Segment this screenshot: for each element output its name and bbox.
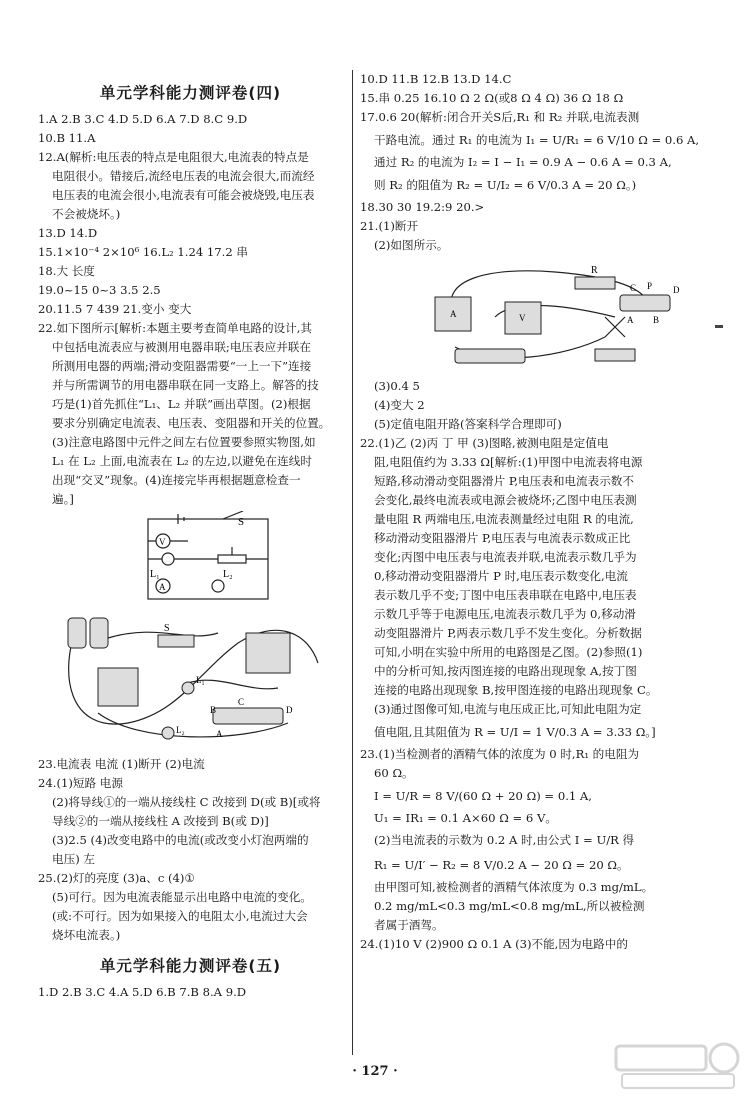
answer-line: (3)2.5 (4)改变电路中的电流(或改变小灯泡两端的 xyxy=(52,833,309,847)
circuit-diagram xyxy=(38,511,338,611)
answer-line: L₁ 在 L₂ 上面,电流表在 L₂ 的左边,以避免在连线时 xyxy=(52,454,312,468)
answer-line: 18.大 长度 xyxy=(38,264,95,278)
answer-line: 21.(1)断开 xyxy=(360,219,419,233)
answer-line: 移动滑动变阻器滑片 P,电压表与电流表示数成正比 xyxy=(374,531,631,545)
label-lamp-l1: L₁ xyxy=(150,569,160,580)
answer-line: 巧是(1)首先抓住“L₁、L₂ 并联”画出草图。(2)根据 xyxy=(52,397,311,411)
answer-line: 不会被烧坏。) xyxy=(52,207,121,221)
answer-line: 17.0.6 20(解析:闭合开关S后,R₁ 和 R₂ 并联,电流表测 xyxy=(360,110,640,124)
answer-line: 者属于酒驾。 xyxy=(374,918,444,932)
label-ammeter-a: A xyxy=(159,582,166,592)
answer-line: 示数几乎等于电源电压,电流表示数几乎为 0,移动滑 xyxy=(374,607,636,621)
label-terminal-c2: C xyxy=(630,283,637,293)
label-lamp-l2: L₂ xyxy=(223,569,233,580)
label-voltmeter-v: V xyxy=(159,537,166,547)
answer-line: (3)0.4 5 xyxy=(374,379,420,393)
right-column xyxy=(360,70,710,954)
experiment-circuit-drawing xyxy=(415,257,695,375)
section-title-unit-4: 单元学科能力测评卷(四) xyxy=(99,84,282,102)
label-voltmeter-v2: V xyxy=(519,313,526,323)
answer-line: 1.D 2.B 3.C 4.A 5.D 6.B 7.B 8.A 9.D xyxy=(38,985,247,999)
answer-line: 并与所需调节的用电器串联在同一支路上。解答的技 xyxy=(52,378,319,392)
answer-line: 短路,移动滑动变阻器滑片 P,电压表和电流表示数不 xyxy=(374,474,634,488)
answer-line: 20.11.5 7 439 21.变小 变大 xyxy=(38,302,192,316)
label-terminal-c: C xyxy=(238,697,245,707)
answer-line: 60 Ω。 xyxy=(374,766,414,780)
answer-line: 值电阻,且其阻值为 R = U/I = 1 V/0.3 A = 3.33 Ω。] xyxy=(374,725,656,739)
page-number: · 127 · xyxy=(352,1064,398,1079)
answer-line: (4)变大 2 xyxy=(374,398,425,412)
answer-line: 电压) 左 xyxy=(52,852,95,866)
answer-line: 24.(1)短路 电源 xyxy=(38,776,123,790)
answer-line: 量电阻 R 两端电压,电流表测量经过电阻 R 的电流, xyxy=(374,512,634,526)
answer-line: 18.30 30 19.2:9 20.> xyxy=(360,200,485,214)
answer-line: 会变化,最终电流表或电源会被烧坏;乙图中电压表测 xyxy=(374,493,637,507)
label-terminal-a: A xyxy=(216,729,223,739)
answer-line: 25.(2)灯的亮度 (3)a、c (4)① xyxy=(38,871,195,885)
answer-line: (2)将导线①的一端从接线柱 C 改接到 D(或 B)[或将 xyxy=(52,795,321,809)
label-resistor-r: R xyxy=(591,265,598,276)
margin-mark xyxy=(715,325,723,328)
watermark-logo xyxy=(612,1040,742,1092)
answer-line: (3)通过图像可知,电流与电压成正比,可知此电阻为定 xyxy=(374,702,642,716)
answer-line: 可知,小明在实验中所用的电路图是乙图。(2)参照(1) xyxy=(374,645,643,659)
answer-line: 则 R₂ 的阻值为 R₂ = U/I₂ = 6 V/0.3 A = 20 Ω。) xyxy=(374,178,637,192)
answer-line: 通过 R₂ 的电流为 I₂ = I − I₁ = 0.9 A − 0.6 A = 0.3 A, xyxy=(374,155,672,169)
answer-line: (5)可行。因为电流表能显示出电路中电流的变化。 xyxy=(52,890,312,904)
answer-line: 由甲图可知,被检测者的酒精气体浓度为 0.3 mg/mL。 xyxy=(374,880,654,894)
answer-line: 遍。] xyxy=(52,492,74,506)
answer-line: 1.A 2.B 3.C 4.D 5.D 6.A 7.D 8.C 9.D xyxy=(38,112,248,126)
answer-line: 阻,电阻值约为 3.33 Ω[解析:(1)甲图中电流表将电源 xyxy=(374,455,643,469)
answer-line: 0.2 mg/mL<0.3 mg/mL<0.8 mg/mL,所以被检测 xyxy=(374,899,645,913)
label-switch-s: S xyxy=(238,516,245,528)
answer-line: U₁ = IR₁ = 0.1 A×60 Ω = 6 V。 xyxy=(374,811,557,825)
label-lamp-l1-2: L₁ xyxy=(196,675,205,685)
answer-line: 22.如下图所示[解析:本题主要考查简单电路的设计,其 xyxy=(38,321,313,335)
answer-line: (2)当电流表的示数为 0.2 A 时,由公式 I = U/R 得 xyxy=(374,833,635,847)
label-terminal-b: B xyxy=(210,705,217,715)
column-divider xyxy=(352,70,353,1055)
label-terminal-d2: D xyxy=(673,285,680,295)
answer-line: 连接的电路出现现象 B,按甲图连接的电路出现现象 C。 xyxy=(374,683,658,697)
label-switch-s2: S xyxy=(164,623,170,634)
answer-line: 出现“交叉”现象。(4)连接完毕再根据题意检查一 xyxy=(52,473,301,487)
answer-line: 中包括电流表应与被测用电器串联;电压表应并联在 xyxy=(52,340,311,354)
label-terminal-a2: A xyxy=(627,315,634,325)
answer-line: 10.D 11.B 12.B 13.D 14.C xyxy=(360,72,512,86)
answer-line: (或:不可行。因为如果接入的电阻太小,电流过大会 xyxy=(52,909,308,923)
answer-line: 所测用电器的两端;滑动变阻器需要“一上一下”连接 xyxy=(52,359,312,373)
answer-line: 要求分别确定电流表、电压表、变阻器和开关的位置。 xyxy=(52,416,331,430)
answer-line: 13.D 14.D xyxy=(38,226,98,240)
label-slider-p: P xyxy=(647,281,653,291)
answer-line: 干路电流。通过 R₁ 的电流为 I₁ = U/R₁ = 6 V/10 Ω = 0.6 A, xyxy=(374,133,700,147)
answer-line: 中的分析可知,按丙图连接的电路出现现象 A,按丁图 xyxy=(374,664,637,678)
label-lamp-l2-2: L₂ xyxy=(176,725,185,735)
answer-line: 电压表的电流会很小,电流表有可能会被烧毁,电压表 xyxy=(52,188,315,202)
answer-line: 12.A(解析:电压表的特点是电阻很大,电流表的特点是 xyxy=(38,150,309,164)
answer-line: 23.(1)当检测者的酒精气体的浓度为 0 时,R₁ 的电阻为 xyxy=(360,747,640,761)
answer-line: 烧坏电流表。) xyxy=(52,928,121,942)
answer-line: (5)定值电阻开路(答案科学合理即可) xyxy=(374,417,562,431)
answer-line: 24.(1)10 V (2)900 Ω 0.1 A (3)不能,因为电路中的 xyxy=(360,937,628,951)
answer-line: 导线②的一端从接线柱 A 改接到 B(或 D)] xyxy=(52,814,269,828)
answer-line: (3)注意电路图中元件之间左右位置要参照实物图,如 xyxy=(52,435,316,449)
answer-line: 动变阻器滑片 P,两表示数几乎不发生变化。分析数据 xyxy=(374,626,642,640)
answer-line: R₁ = U/I′ − R₂ = 8 V/0.2 A − 20 Ω = 20 Ω。 xyxy=(374,858,629,872)
label-terminal-b2: B xyxy=(653,315,660,325)
answer-line: 23.电流表 电流 (1)断开 (2)电流 xyxy=(38,757,205,771)
answer-line: 15.串 0.25 16.10 Ω 2 Ω(或8 Ω 4 Ω) 36 Ω 18 Ω xyxy=(360,91,624,105)
answer-line: 变化;丙图中电压表与电流表并联,电流表示数几乎为 xyxy=(374,550,637,564)
answer-line: 15.1×10⁻⁴ 2×10⁶ 16.L₂ 1.24 17.2 串 xyxy=(38,245,248,259)
label-ammeter-a2: A xyxy=(450,309,457,319)
answer-line: 19.0~15 0~3 3.5 2.5 xyxy=(38,283,161,297)
label-terminal-d: D xyxy=(286,705,293,715)
answer-line: 0,移动滑动变阻器滑片 P 时,电压表示数变化,电流 xyxy=(374,569,628,583)
answer-line: 22.(1)乙 (2)丙 丁 甲 (3)图略,被测电阻是定值电 xyxy=(360,436,609,450)
section-title-unit-5: 单元学科能力测评卷(五) xyxy=(99,957,282,975)
answer-line: (2)如图所示。 xyxy=(374,238,449,252)
answer-line: 表示数几乎不变;丁图中电压表串联在电路中,电压表 xyxy=(374,588,637,602)
left-column xyxy=(38,80,343,1002)
answer-line: 电阻很小。错接后,流经电压表的电流会很大,而流经 xyxy=(52,169,315,183)
answer-line: I = U/R = 8 V/(60 Ω + 20 Ω) = 0.1 A, xyxy=(374,789,592,803)
physical-circuit-drawing xyxy=(38,613,338,753)
answer-line: 10.B 11.A xyxy=(38,131,96,145)
